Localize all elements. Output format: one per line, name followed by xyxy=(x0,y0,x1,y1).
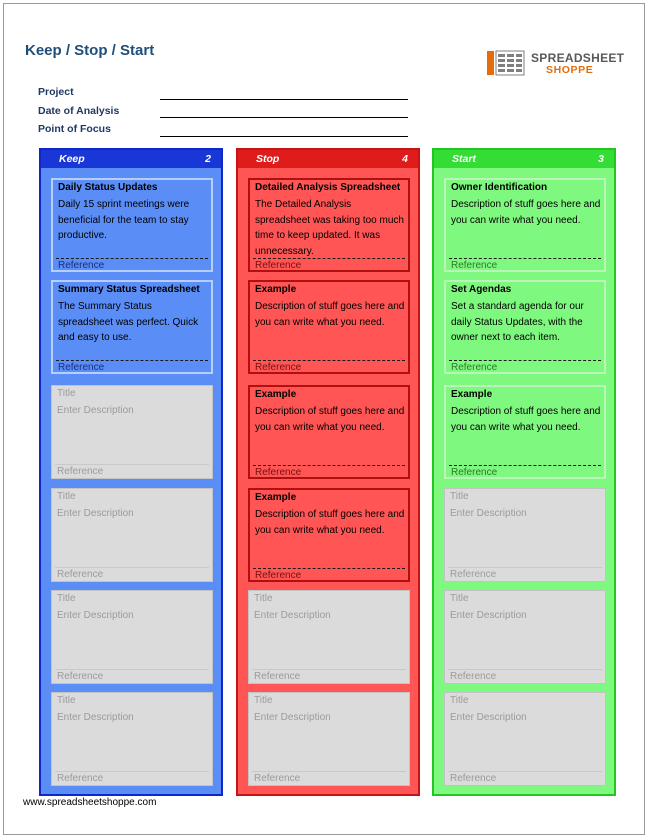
card-divider xyxy=(253,465,405,466)
card-divider xyxy=(448,567,602,568)
card-reference: Reference xyxy=(57,569,104,580)
keep-card[interactable] xyxy=(51,385,213,479)
card-divider xyxy=(449,360,601,361)
start-card[interactable] xyxy=(444,590,606,684)
card-title: Example xyxy=(451,389,493,400)
column-count: 4 xyxy=(402,153,408,165)
stop-column-header xyxy=(238,150,418,168)
card-title: Set Agendas xyxy=(451,284,512,295)
card-divider xyxy=(55,669,209,670)
project-label: Project xyxy=(38,86,74,98)
keep-card[interactable] xyxy=(51,280,213,374)
keep-card[interactable] xyxy=(51,590,213,684)
stop-card[interactable] xyxy=(248,488,410,582)
card-divider xyxy=(448,771,602,772)
card-reference: Reference xyxy=(450,671,497,682)
column-name: Start xyxy=(452,153,476,165)
card-reference: Reference xyxy=(254,773,301,784)
stop-card[interactable] xyxy=(248,385,410,479)
stop-card[interactable] xyxy=(248,280,410,374)
card-description: Enter Description xyxy=(450,610,527,621)
logo-text-shoppe: SHOPPE xyxy=(546,64,594,76)
column-name: Keep xyxy=(59,153,85,165)
card-divider xyxy=(55,771,209,772)
card-divider xyxy=(55,567,209,568)
card-reference: Reference xyxy=(58,362,105,373)
keep-card[interactable] xyxy=(51,692,213,786)
start-card[interactable] xyxy=(444,385,606,479)
card-description: Description of stuff goes here and you can write what you need. xyxy=(255,406,405,433)
card-reference: Reference xyxy=(57,671,104,682)
stop-card[interactable] xyxy=(248,178,410,272)
page-title: Keep / Stop / Start xyxy=(25,42,155,59)
card-title: Title xyxy=(57,491,76,502)
card-title: Title xyxy=(254,593,273,604)
card-divider xyxy=(253,568,405,569)
stop-column xyxy=(236,148,420,796)
card-title: Example xyxy=(255,284,297,295)
card-description: Enter Description xyxy=(57,405,134,416)
keep-card[interactable] xyxy=(51,488,213,582)
card-divider xyxy=(448,669,602,670)
start-card[interactable] xyxy=(444,178,606,272)
card-reference: Reference xyxy=(255,362,302,373)
card-title: Example xyxy=(255,389,297,400)
card-description: The Detailed Analysis spreadsheet was taking too much time to keep updated. It was unnecessary. xyxy=(255,199,404,257)
card-divider xyxy=(449,465,601,466)
card-divider xyxy=(253,360,405,361)
card-description: Enter Description xyxy=(254,712,331,723)
start-card[interactable] xyxy=(444,280,606,374)
column-count: 3 xyxy=(598,153,604,165)
card-reference: Reference xyxy=(254,671,301,682)
keep-column-header xyxy=(41,150,221,168)
card-reference: Reference xyxy=(451,362,498,373)
card-title: Title xyxy=(57,593,76,604)
card-description: Description of stuff goes here and you can write what you need. xyxy=(451,199,601,226)
card-title: Title xyxy=(254,695,273,706)
card-divider xyxy=(56,360,208,361)
card-description: Set a standard agenda for our daily Status Updates, with the owner next to each item. xyxy=(451,301,584,343)
card-description: Description of stuff goes here and you can write what you need. xyxy=(255,301,405,328)
card-reference: Reference xyxy=(57,466,104,477)
card-description: Enter Description xyxy=(254,610,331,621)
column-name: Stop xyxy=(256,153,280,165)
card-reference: Reference xyxy=(255,467,302,478)
card-reference: Reference xyxy=(450,569,497,580)
card-description: Description of stuff goes here and you can write what you need. xyxy=(255,509,405,536)
card-divider xyxy=(56,258,208,259)
point-of-focus-field[interactable] xyxy=(160,136,408,137)
card-reference: Reference xyxy=(58,260,105,271)
column-count: 2 xyxy=(205,153,211,165)
card-title: Title xyxy=(450,491,469,502)
card-description: Enter Description xyxy=(450,508,527,519)
card-reference: Reference xyxy=(57,773,104,784)
card-description: Enter Description xyxy=(57,508,134,519)
logo-text-spreadsheet: SPREADSHEET xyxy=(531,51,625,65)
card-divider xyxy=(449,258,601,259)
card-reference: Reference xyxy=(451,260,498,271)
card-divider xyxy=(253,258,405,259)
card-title: Daily Status Updates xyxy=(58,182,158,193)
footer-website-link[interactable]: www.spreadsheetshoppe.com xyxy=(23,797,157,808)
card-description: Enter Description xyxy=(57,712,134,723)
card-title: Example xyxy=(255,492,297,503)
card-title: Title xyxy=(57,388,76,399)
card-reference: Reference xyxy=(255,570,302,581)
card-description: Enter Description xyxy=(450,712,527,723)
card-reference: Reference xyxy=(255,260,302,271)
card-divider xyxy=(252,771,406,772)
stop-card[interactable] xyxy=(248,692,410,786)
card-reference: Reference xyxy=(451,467,498,478)
keep-card[interactable] xyxy=(51,178,213,272)
card-description: The Summary Status spreadsheet was perfect. Quick and easy to use. xyxy=(58,301,199,343)
spreadsheet-logo-icon xyxy=(486,48,526,78)
card-divider xyxy=(252,669,406,670)
start-column xyxy=(432,148,616,796)
card-title: Detailed Analysis Spreadsheet xyxy=(255,182,401,193)
keep-column xyxy=(39,148,223,796)
card-reference: Reference xyxy=(450,773,497,784)
date-of-analysis-field[interactable] xyxy=(160,117,408,118)
card-title: Title xyxy=(450,593,469,604)
start-card[interactable] xyxy=(444,488,606,582)
card-description: Enter Description xyxy=(57,610,134,621)
project-field[interactable] xyxy=(160,99,408,100)
card-title: Owner Identification xyxy=(451,182,548,193)
card-description: Description of stuff goes here and you can write what you need. xyxy=(451,406,601,433)
date-of-analysis-label: Date of Analysis xyxy=(38,105,120,117)
card-title: Summary Status Spreadsheet xyxy=(58,284,200,295)
card-divider xyxy=(55,464,209,465)
stop-card[interactable] xyxy=(248,590,410,684)
start-card[interactable] xyxy=(444,692,606,786)
card-title: Title xyxy=(57,695,76,706)
point-of-focus-label: Point of Focus xyxy=(38,123,111,135)
card-title: Title xyxy=(450,695,469,706)
start-column-header xyxy=(434,150,614,168)
card-description: Daily 15 sprint meetings were beneficial for the team to stay productive. xyxy=(58,199,190,241)
spreadsheet-shoppe-logo xyxy=(486,48,626,80)
